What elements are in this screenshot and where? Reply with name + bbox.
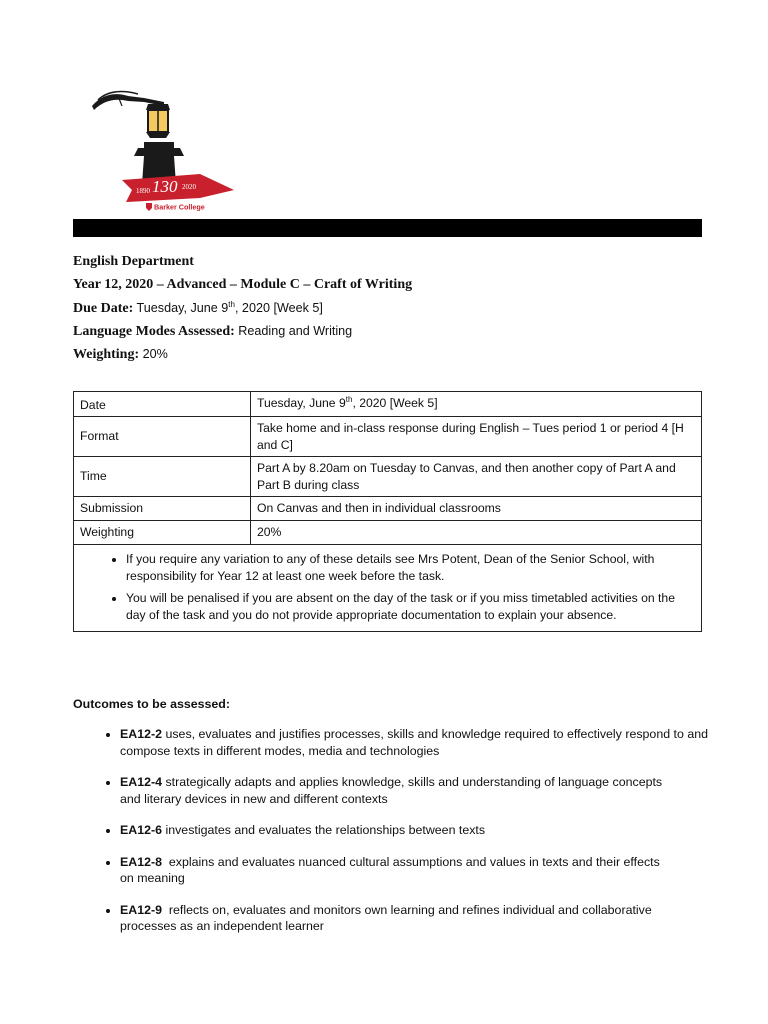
table-row: [74, 497, 702, 521]
table-row: [74, 521, 702, 545]
table-row: [74, 392, 702, 417]
weighting-label: Weighting:: [73, 347, 140, 363]
row-value: Tuesday, June 9th, 2020 [Week 5]: [251, 392, 702, 417]
svg-text:130: 130: [152, 177, 178, 196]
row-label: Weighting: [74, 521, 251, 545]
outcome-text: investigates and evaluates the relationships between texts: [165, 823, 486, 837]
modes-line: [73, 320, 713, 343]
crest-icon: [146, 203, 152, 211]
weighting-line: [73, 343, 713, 366]
row-label: Date: [74, 392, 251, 417]
outcomes-list: [73, 726, 750, 935]
outcome-text: uses, evaluates and justifies processes, skills and knowledge required to effectively respond to and compose texts in different modes, media and technologies: [120, 727, 708, 758]
list-item: [120, 726, 750, 759]
modes-value: Reading and Writing: [238, 323, 353, 338]
outcome-text: reflects on, evaluates and monitors own learning and refines individual and collaborative processes as an independent learner: [120, 902, 652, 933]
table-notes: [74, 545, 702, 632]
row-label: Format: [74, 417, 251, 457]
outcomes-heading: Outcomes to be assessed:: [73, 697, 231, 711]
header-divider-bar: [73, 219, 702, 237]
list-item: [120, 822, 750, 839]
outcome-code: EA12-6: [120, 823, 163, 837]
department-title: English Department: [73, 254, 194, 269]
barker-college-logo: [88, 86, 240, 214]
table-row: [74, 457, 702, 497]
list-item: [120, 854, 750, 887]
row-value: 20%: [251, 521, 702, 545]
outcome-text: explains and evaluates nuanced cultural assumptions and values in texts and their effects on meaning: [120, 854, 660, 885]
assessment-details-table: [73, 391, 702, 632]
list-item: [120, 774, 750, 807]
due-date-label: Due Date:: [73, 300, 134, 316]
svg-text:2020: 2020: [182, 183, 196, 191]
svg-text:Barker College: Barker College: [154, 202, 205, 212]
row-value: Part A by 8.20am on Tuesday to Canvas, and then another copy of Part A and Part B during class: [251, 457, 702, 497]
row-label: Submission: [74, 497, 251, 521]
assessment-header: [73, 250, 713, 366]
due-date-line: [73, 297, 713, 320]
svg-text:1890: 1890: [136, 187, 150, 195]
list-item: • If you require any variation to any of these details see Mrs Potent, Dean of the Senior School, with responsibility for Year 12 at least one week before the task.: [126, 551, 695, 584]
weighting-value: 20%: [142, 347, 168, 362]
table-notes-row: [74, 545, 702, 632]
pillar: [144, 142, 174, 148]
outcome-code: EA12-4: [120, 775, 163, 789]
row-value: Take home and in-class response during English – Tues period 1 or period 4 [H and C]: [251, 417, 702, 457]
outcome-code: EA12-9: [120, 902, 163, 917]
list-item: [120, 902, 750, 935]
outcome-code: EA12-8: [120, 854, 163, 869]
due-date-value: Tuesday, June 9th, 2020 [Week 5]: [136, 299, 323, 315]
outcome-code: EA12-2: [120, 727, 163, 741]
row-label: Time: [74, 457, 251, 497]
modes-label: Language Modes Assessed:: [73, 323, 235, 339]
course-title: Year 12, 2020 – Advanced – Module C – Craft of Writing: [73, 277, 413, 293]
list-item: • You will be penalised if you are absent on the day of the task or if you miss timetabled activities on the day of the task and you do not provide appropriate documentation to explain your absence.: [126, 590, 695, 623]
row-value: On Canvas and then in individual classrooms: [251, 497, 702, 521]
outcome-text: strategically adapts and applies knowledge, skills and understanding of language concepts and literary devices in new and different contexts: [120, 775, 663, 806]
table-row: [74, 417, 702, 457]
